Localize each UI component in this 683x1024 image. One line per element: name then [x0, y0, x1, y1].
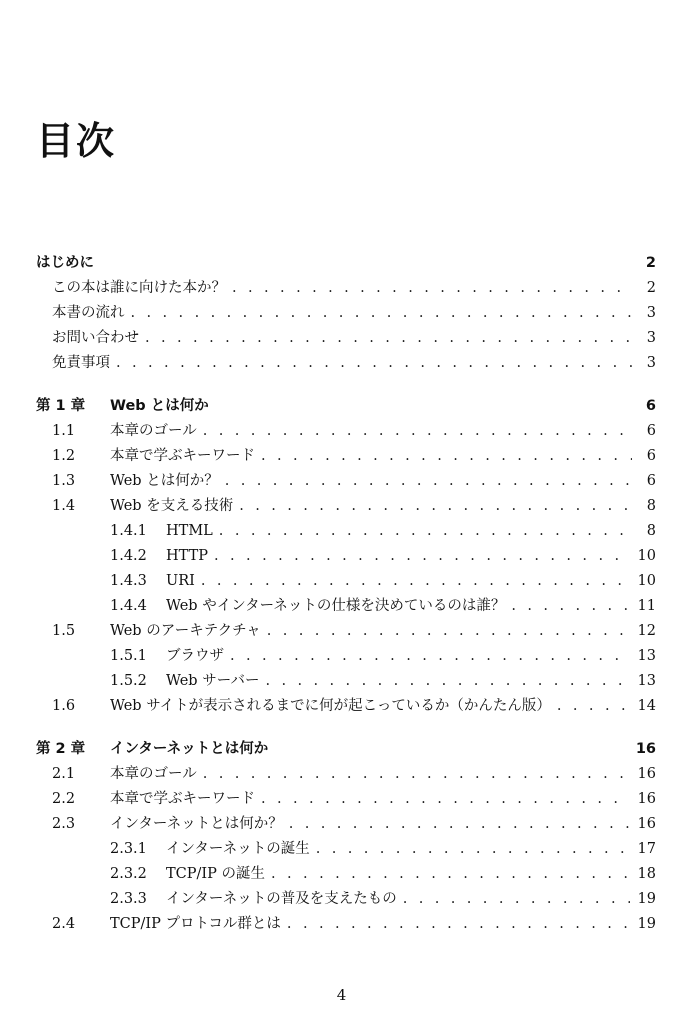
chapter-number: 第 2 章 [36, 741, 86, 757]
leader-dots [265, 669, 629, 694]
leader-dots [261, 787, 630, 812]
page-number: 10 [637, 573, 656, 589]
subsection-label: ブラウザ [166, 648, 224, 664]
toc-chapter-intro[interactable] [36, 251, 656, 276]
toc-section[interactable] [36, 419, 656, 444]
leader-dots [116, 351, 632, 376]
section-label: TCP/IP プロトコル群とは [110, 916, 281, 932]
page-number: 16 [637, 791, 656, 807]
page-number: 6 [645, 398, 656, 414]
leader-dots [145, 326, 632, 351]
page-number: 6 [646, 448, 656, 464]
toc-section[interactable] [36, 494, 656, 519]
subsection-label: インターネットの普及を支えたもの [166, 891, 397, 907]
toc-chapter-2[interactable] [36, 737, 656, 762]
toc-entry[interactable] [36, 351, 656, 376]
section-label: Web のアーキテクチャ [110, 623, 261, 639]
subsection-number: 1.4.3 [110, 573, 147, 589]
leader-dots [289, 812, 630, 837]
subsection-label: Web サーバー [166, 673, 260, 689]
section-number: 1.4 [52, 498, 76, 514]
subsection-label: URI [166, 573, 195, 589]
toc-subsection[interactable] [36, 594, 656, 619]
page-number: 17 [637, 841, 656, 857]
subsection-number: 1.5.1 [110, 648, 147, 664]
toc-section[interactable] [36, 469, 656, 494]
section-label: Web とは何か？ [110, 473, 219, 489]
section-label: Web サイトが表示されるまでに何が起こっているか（かんたん版） [110, 698, 551, 714]
page-number: 10 [637, 548, 656, 564]
leader-dots [203, 762, 630, 787]
toc-section[interactable] [36, 912, 656, 937]
page-footer-number: 4 [336, 986, 347, 1004]
toc-subsection[interactable] [36, 569, 656, 594]
toc-entry[interactable] [36, 276, 656, 301]
page-number: 14 [637, 698, 656, 714]
table-of-contents [36, 251, 656, 937]
page-number: 3 [646, 305, 656, 321]
section-number: 2.1 [52, 766, 76, 782]
chapter-title: インターネットとは何か [110, 741, 269, 757]
section-label: 本章のゴール [110, 766, 197, 782]
entry-label: お問い合わせ [52, 330, 139, 346]
leader-dots [316, 837, 630, 862]
leader-dots [203, 419, 632, 444]
subsection-number: 2.3.1 [110, 841, 147, 857]
leader-dots [557, 694, 630, 719]
page-number: 13 [637, 648, 656, 664]
leader-dots [261, 444, 632, 469]
page-number: 16 [637, 766, 656, 782]
subsection-label: HTTP [166, 548, 209, 564]
leader-dots [267, 619, 630, 644]
subsection-label: TCP/IP の誕生 [166, 866, 266, 882]
toc-section[interactable] [36, 787, 656, 812]
leader-dots [131, 301, 633, 326]
page-number: 3 [646, 355, 656, 371]
toc-subsection[interactable] [36, 837, 656, 862]
page-number: 3 [646, 330, 656, 346]
leader-dots [219, 519, 632, 544]
chapter-title: Web とは何か [110, 398, 209, 414]
entry-label: 本書の流れ [52, 305, 125, 321]
page-number: 13 [637, 673, 656, 689]
toc-section[interactable] [36, 812, 656, 837]
toc-subsection[interactable] [36, 887, 656, 912]
section-label: 本章で学ぶキーワード [110, 791, 255, 807]
page-number: 18 [637, 866, 656, 882]
section-label: インターネットとは何か？ [110, 816, 283, 832]
chapter-title: はじめに [36, 255, 94, 271]
subsection-number: 1.4.2 [110, 548, 147, 564]
leader-dots [230, 644, 630, 669]
leader-dots [232, 276, 632, 301]
chapter-number: 第 1 章 [36, 398, 86, 414]
section-number: 1.6 [52, 698, 76, 714]
leader-dots [225, 469, 632, 494]
toc-subsection[interactable] [36, 862, 656, 887]
page-number: 11 [637, 598, 656, 614]
page-number: 6 [646, 473, 656, 489]
subsection-number: 1.4.1 [110, 523, 147, 539]
subsection-number: 1.5.2 [110, 673, 147, 689]
subsection-label: Web やインターネットの仕様を決めているのは誰？ [166, 598, 506, 614]
toc-section[interactable] [36, 694, 656, 719]
page-number: 19 [637, 916, 656, 932]
page-number: 19 [637, 891, 656, 907]
toc-section[interactable] [36, 762, 656, 787]
toc-subsection[interactable] [36, 544, 656, 569]
leader-dots [201, 569, 630, 594]
toc-subsection[interactable] [36, 644, 656, 669]
toc-section[interactable] [36, 444, 656, 469]
subsection-label: インターネットの誕生 [166, 841, 310, 857]
page-number: 8 [646, 523, 656, 539]
leader-dots [511, 594, 629, 619]
leader-dots [214, 544, 630, 569]
section-label: Web を支える技術 [110, 498, 234, 514]
toc-entry[interactable] [36, 326, 656, 351]
section-number: 1.3 [52, 473, 76, 489]
subsection-number: 2.3.3 [110, 891, 147, 907]
page-number: 16 [637, 816, 656, 832]
entry-label: 免責事項 [52, 355, 110, 371]
leader-dots [403, 887, 630, 912]
section-label: 本章で学ぶキーワード [110, 448, 255, 464]
section-number: 1.1 [52, 423, 76, 439]
page-number: 2 [645, 255, 656, 271]
page-number: 6 [646, 423, 656, 439]
section-number: 1.5 [52, 623, 76, 639]
toc-chapter-1[interactable] [36, 394, 656, 419]
toc-subsection[interactable] [36, 669, 656, 694]
toc-entry[interactable] [36, 301, 656, 326]
section-number: 1.2 [52, 448, 76, 464]
page-number: 2 [646, 280, 656, 296]
leader-dots [287, 912, 630, 937]
page-number: 12 [637, 623, 656, 639]
toc-subsection[interactable] [36, 519, 656, 544]
page-number: 16 [635, 741, 656, 757]
subsection-number: 2.3.2 [110, 866, 147, 882]
entry-label: この本は誰に向けた本か？ [52, 280, 226, 296]
toc-section[interactable] [36, 619, 656, 644]
section-number: 2.2 [52, 791, 76, 807]
subsection-number: 1.4.4 [110, 598, 147, 614]
subsection-label: HTML [166, 523, 213, 539]
section-number: 2.4 [52, 916, 76, 932]
section-number: 2.3 [52, 816, 76, 832]
section-label: 本章のゴール [110, 423, 197, 439]
leader-dots [271, 862, 630, 887]
page-number: 8 [646, 498, 656, 514]
page-title: 目次 [36, 119, 117, 163]
leader-dots [239, 494, 632, 519]
